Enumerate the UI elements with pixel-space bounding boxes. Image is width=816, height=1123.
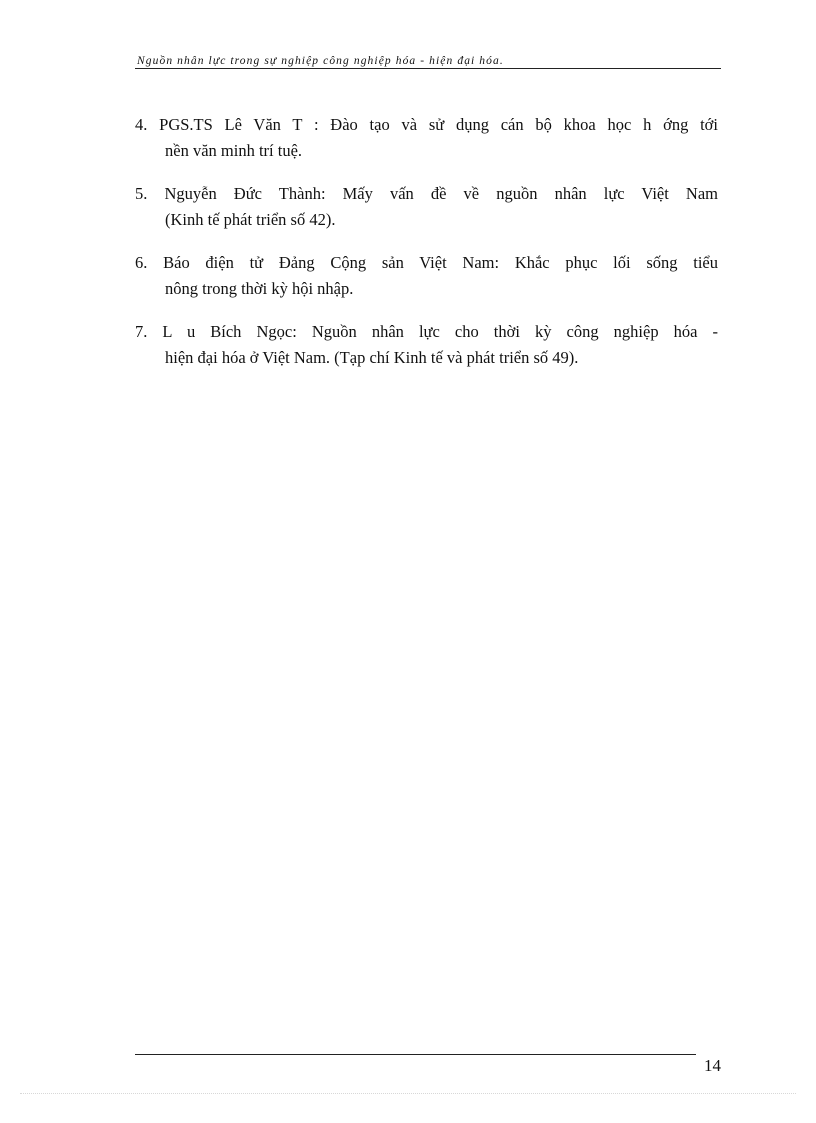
reference-line-continued: hiện đại hóa ở Việt Nam. (Tạp chí Kinh tế và phát triển số 49). bbox=[165, 348, 579, 367]
page-number: 14 bbox=[704, 1056, 721, 1075]
reference-line-continued: (Kinh tế phát triển số 42). bbox=[165, 210, 336, 229]
running-header-title: Nguồn nhân lực trong sự nghiệp công nghiệp hóa - hiện đại hóa. bbox=[137, 55, 504, 67]
reference-item bbox=[135, 181, 718, 233]
reference-item bbox=[135, 112, 718, 164]
reference-list bbox=[135, 112, 718, 388]
reference-line-continued: nền văn minh trí tuệ. bbox=[165, 141, 303, 160]
reference-line: 6. Báo điện tử Đảng Cộng sản Việt Nam: Khắc phục lối sống tiểu bbox=[135, 253, 718, 272]
reference-line-continued: nông trong thời kỳ hội nhập. bbox=[165, 279, 354, 298]
footer-divider bbox=[135, 1054, 696, 1055]
reference-item bbox=[135, 319, 718, 371]
reference-line: 4. PGS.TS Lê Văn T : Đào tạo và sử dụng cán bộ khoa học h ớng tới bbox=[135, 115, 718, 134]
page-bottom-edge bbox=[20, 1093, 796, 1094]
reference-item bbox=[135, 250, 718, 302]
reference-line: 5. Nguyễn Đức Thành: Mấy vấn đề về nguồn nhân lực Việt Nam bbox=[135, 184, 718, 203]
reference-line: 7. L u Bích Ngọc: Nguồn nhân lực cho thời kỳ công nghiệp hóa - bbox=[135, 322, 718, 341]
running-header bbox=[135, 48, 721, 69]
